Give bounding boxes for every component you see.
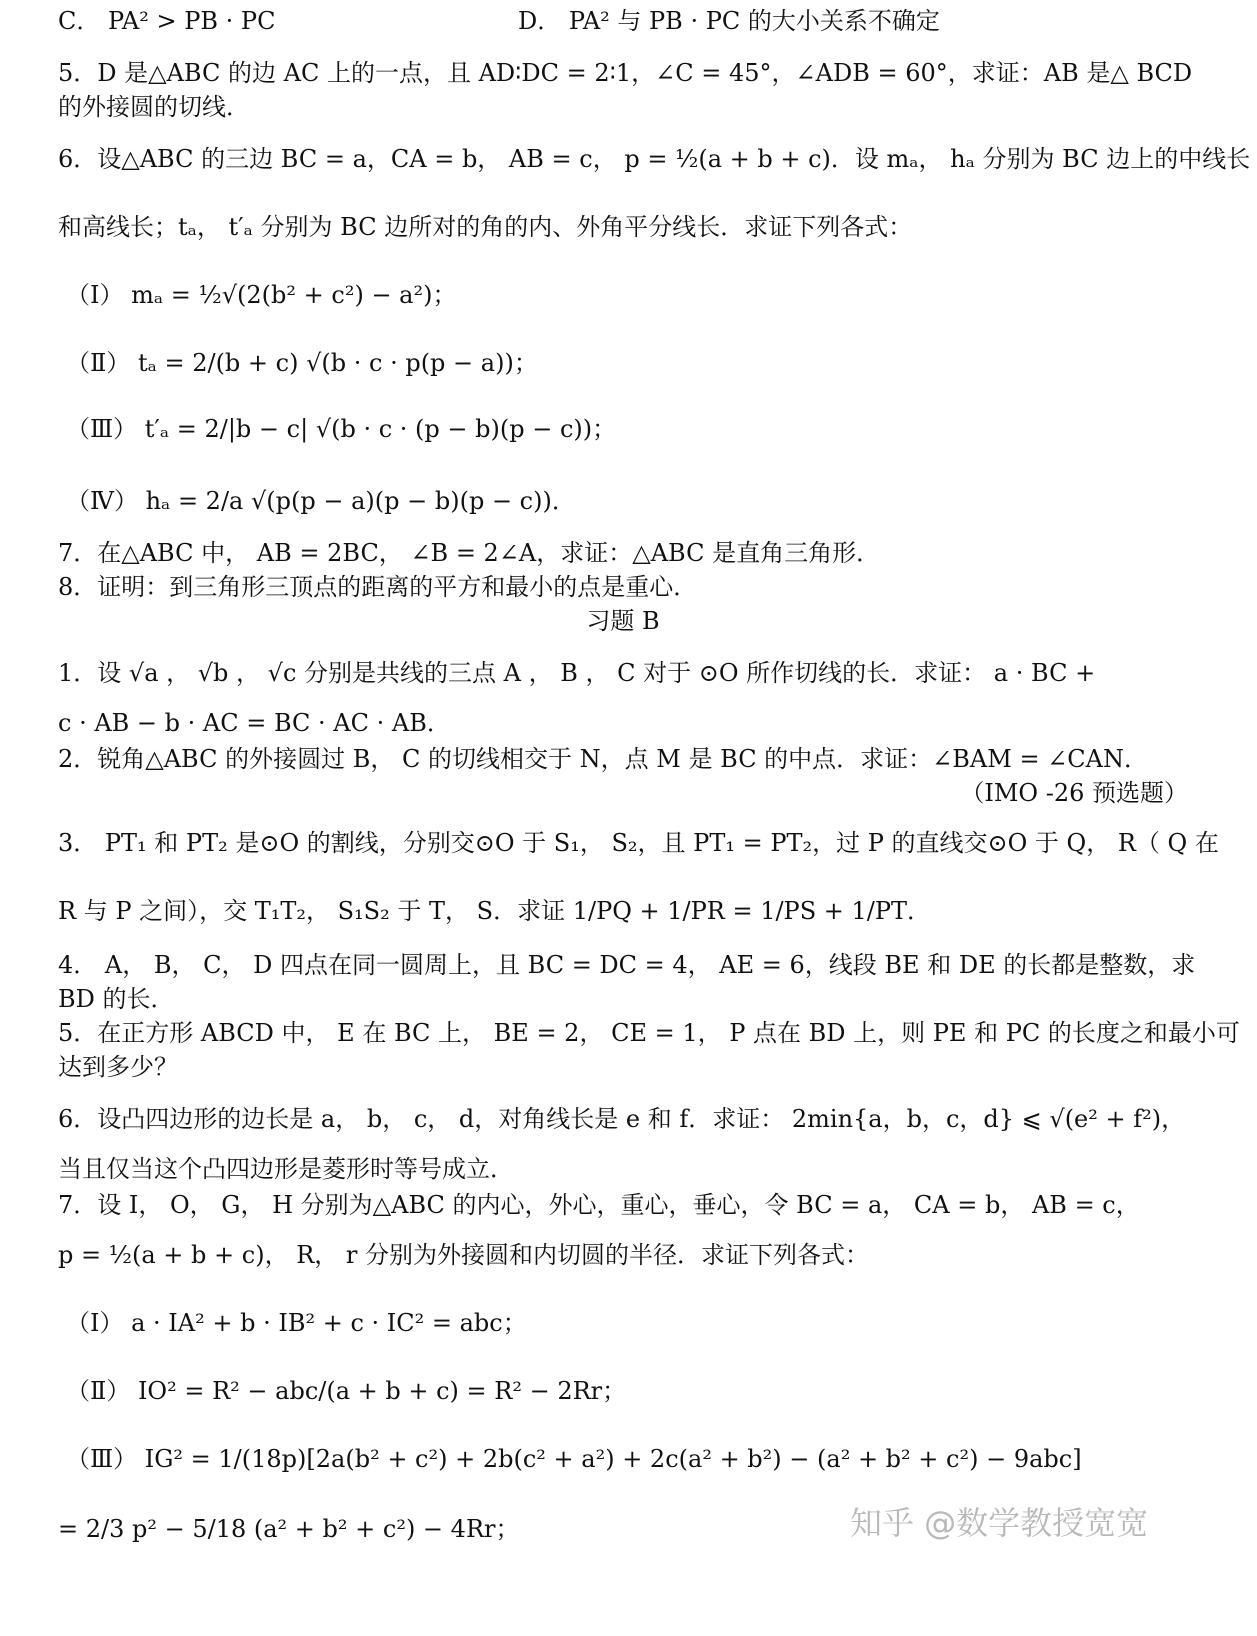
problem-b7-line2: p = ½(a + b + c)， R， r 分别为外接圆和内切圆的半径．求证下列各式： [58, 1241, 869, 1269]
problem-b5-line2: 达到多少？ [58, 1053, 178, 1081]
problem-b3-line1: 3． PT₁ 和 PT₂ 是⊙O 的割线，分别交⊙O 于 S₁， S₂，且 PT₁ = PT₂，过 P 的直线交⊙O 于 Q， R（ Q 在 [58, 829, 1219, 857]
problem-a7: 7．在△ABC 中， AB = 2BC， ∠B = 2∠A，求证：△ABC 是直角三角形． [58, 539, 881, 567]
formula-a6-2: （Ⅱ） tₐ = 2/(b + c) √(b · c · p(p − a))； [66, 349, 538, 377]
problem-b7-line1: 7．设 I， O， G， H 分别为△ABC 的内心，外心，重心，垂心，令 BC = a， CA = b， AB = c， [58, 1191, 1140, 1219]
formula-b7-1: （Ⅰ） a · IA² + b · IB² + c · IC² = abc； [66, 1309, 527, 1337]
problem-b6-line2: 当且仅当这个凸四边形是菱形时等号成立． [58, 1155, 514, 1183]
problem-b2-source: （IMO -26 预选题） [960, 779, 1188, 807]
problem-a5-line1: 5．D 是△ABC 的边 AC 上的一点，且 AD∶DC = 2∶1，∠C = 45°，∠ADB = 60°，求证：AB 是△ BCD [58, 59, 1193, 87]
problem-a6-line2: 和高线长；tₐ， t′ₐ 分别为 BC 边所对的角的内、外角平分线长．求证下列各式： [58, 213, 913, 241]
watermark: 知乎 @数学教授宽宽 [850, 1504, 1149, 1542]
problem-b5-line1: 5．在正方形 ABCD 中， E 在 BC 上， BE = 2， CE = 1， P 点在 BD 上，则 PE 和 PC 的长度之和最小可 [58, 1019, 1240, 1047]
option-d: D． PA² 与 PB · PC 的大小关系不确定 [518, 7, 940, 35]
problem-b3-line2: R 与 P 之间），交 T₁T₂， S₁S₂ 于 T， S．求证 1/PQ + 1/PR = 1/PS + 1/PT． [58, 897, 932, 925]
problem-b4-line2: BD 的长． [58, 985, 175, 1013]
problem-b1-line1: 1．设 √a ， √b ， √c 分别是共线的三点 A ， B ， C 对于 ⊙O 所作切线的长．求证： a · BC + [58, 659, 1096, 687]
problem-b2: 2．锐角△ABC 的外接圆过 B， C 的切线相交于 N，点 M 是 BC 的中点．求证：∠BAM = ∠CAN． [58, 745, 1149, 773]
problem-a8: 8．证明：到三角形三顶点的距离的平方和最小的点是重心． [58, 573, 698, 601]
problem-a6-line1: 6．设△ABC 的三边 BC = a，CA = b， AB = c， p = ½(a + b + c)．设 mₐ， hₐ 分别为 BC 边上的中线长 [58, 145, 1251, 173]
problem-b1-line2: c · AB − b · AC = BC · AC · AB． [58, 709, 451, 737]
formula-a6-3: （Ⅲ） t′ₐ = 2/|b − c| √(b · c · (p − b)(p − c))； [66, 415, 617, 443]
formula-a6-1: （Ⅰ） mₐ = ½√(2(b² + c²) − a²)； [66, 281, 457, 309]
problem-b4-line1: 4． A， B， C， D 四点在同一圆周上，且 BC = DC = 4， AE = 6，线段 BE 和 DE 的长都是整数，求 [58, 951, 1196, 979]
option-c: C． PA² > PB · PC [58, 7, 276, 35]
problem-b6-line1: 6．设凸四边形的边长是 a， b， c， d，对角线长是 e 和 f．求证： 2min{a，b，c，d} ⩽ √(e² + f²)， [58, 1105, 1186, 1133]
section-heading-b: 习题 B [586, 607, 660, 635]
formula-b7-3: （Ⅲ） IG² = 1/(18p)[2a(b² + c²) + 2b(c² + a²) + 2c(a² + b²) − (a² + b² + c²) − 9abc] [66, 1445, 1082, 1473]
problem-a5-line2: 的外接圆的切线． [58, 93, 250, 121]
formula-a6-4: （Ⅳ） hₐ = 2/a √(p(p − a)(p − b)(p − c))． [66, 487, 576, 515]
formula-b7-3-continued: = 2/3 p² − 5/18 (a² + b² + c²) − 4Rr； [58, 1515, 520, 1543]
formula-b7-2: （Ⅱ） IO² = R² − abc/(a + b + c) = R² − 2Rr； [66, 1377, 627, 1405]
